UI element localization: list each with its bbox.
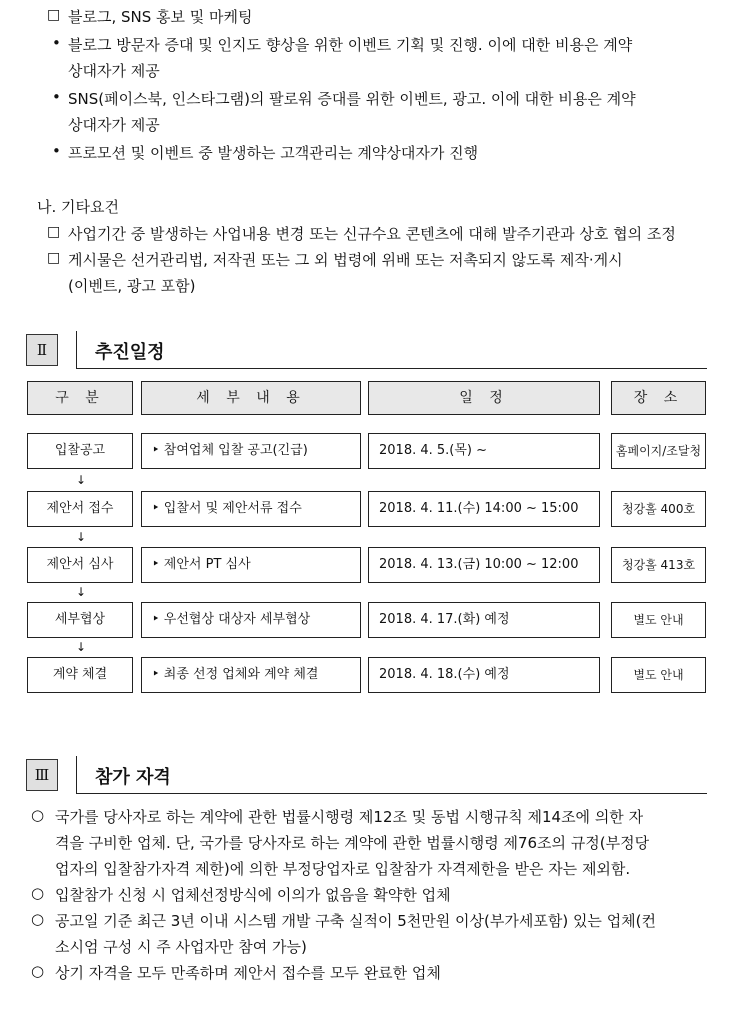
bullet-text-cont: 상대자가 제공 [68, 116, 160, 134]
schedule-place: 청강홀 400호 [611, 491, 706, 527]
arrow-down-icon: ↓ [76, 640, 87, 654]
bullet-text-cont: 상대자가 제공 [68, 62, 160, 80]
table-header-step: 구 분 [27, 381, 133, 415]
schedule-date: 2018. 4. 17.(화) 예정 [368, 602, 600, 638]
section-underline [76, 368, 707, 369]
schedule-detail: ‣ 참여업체 입찰 공고(긴급) [141, 433, 361, 469]
arrow-down-icon: ↓ [76, 585, 87, 599]
circle-mark: ○ [31, 962, 45, 980]
circle-mark: ○ [31, 884, 45, 902]
arrow-down-icon: ↓ [76, 530, 87, 544]
bullet-text: 프로모션 및 이벤트 중 발생하는 고객관리는 계약상대자가 진행 [68, 144, 479, 162]
schedule-date: 2018. 4. 18.(수) 예정 [368, 657, 600, 693]
section-title: 참가 자격 [95, 767, 171, 788]
schedule-step: 제안서 심사 [27, 547, 133, 583]
qualification-text-cont: 업자의 입찰참가자격 제한)에 의한 부정당업자로 입찰참가 자격제한을 받은 자는 제외함. [55, 860, 631, 878]
section-divider [76, 331, 77, 369]
schedule-step: 세부협상 [27, 602, 133, 638]
schedule-detail: ‣ 최종 선정 업체와 계약 체결 [141, 657, 361, 693]
schedule-detail: ‣ 우선협상 대상자 세부협상 [141, 602, 361, 638]
schedule-place: 청강홀 413호 [611, 547, 706, 583]
bullet-mark: • [52, 34, 61, 52]
schedule-place: 홈페이지/조달청 [611, 433, 706, 469]
requirement-text: 사업기간 중 발생하는 사업내용 변경 또는 신규수요 콘텐츠에 대해 발주기관과 상호 협의 조정 [68, 225, 676, 243]
qualification-text: 상기 자격을 모두 만족하며 제안서 접수를 모두 완료한 업체 [55, 964, 441, 982]
schedule-step: 제안서 접수 [27, 491, 133, 527]
requirement-text-cont: (이벤트, 광고 포함) [68, 277, 196, 295]
schedule-detail: ‣ 입찰서 및 제안서류 접수 [141, 491, 361, 527]
bullet-mark: • [52, 142, 61, 160]
requirement-text: 게시물은 선거관리법, 저작권 또는 그 외 법령에 위배 또는 저촉되지 않도록 제작·게시 [68, 251, 623, 269]
section-number: Ⅲ [26, 759, 58, 791]
circle-mark: ○ [31, 806, 45, 824]
schedule-date: 2018. 4. 13.(금) 10:00 ~ 12:00 [368, 547, 600, 583]
bullet-text: 블로그 방문자 증대 및 인지도 향상을 위한 이벤트 기획 및 진행. 이에 대한 비용은 계약 [68, 36, 633, 54]
qualification-text: 국가를 당사자로 하는 계약에 관한 법률시행령 제12조 및 동법 시행규칙 제14조에 의한 자 [55, 808, 644, 826]
section-divider [76, 756, 77, 794]
schedule-step: 입찰공고 [27, 433, 133, 469]
item-heading: 블로그, SNS 홍보 및 마케팅 [68, 8, 253, 26]
qualification-text: 입찰참가 신청 시 업체선정방식에 이의가 없음을 확약한 업체 [55, 886, 451, 904]
table-header-detail: 세 부 내 용 [141, 381, 361, 415]
section-underline [76, 793, 707, 794]
section-title: 추진일정 [95, 342, 165, 363]
schedule-place: 별도 안내 [611, 657, 706, 693]
schedule-place: 별도 안내 [611, 602, 706, 638]
qualification-text: 공고일 기준 최근 3년 이내 시스템 개발 구축 실적이 5천만원 이상(부가세포함) 있는 업체(컨 [55, 912, 657, 930]
schedule-date: 2018. 4. 11.(수) 14:00 ~ 15:00 [368, 491, 600, 527]
checkbox-glyph: □ [47, 7, 61, 23]
qualification-text-cont: 소시엄 구성 시 주 사업자만 참여 가능) [55, 938, 307, 956]
bullet-text: SNS(페이스북, 인스타그램)의 팔로워 증대를 위한 이벤트, 광고. 이에 대한 비용은 계약 [68, 90, 636, 108]
schedule-date: 2018. 4. 5.(목) ~ [368, 433, 600, 469]
section-number: Ⅱ [26, 334, 58, 366]
qualification-text-cont: 격을 구비한 업체. 단, 국가를 당사자로 하는 계약에 관한 법률시행령 제76조의 규정(부정당 [55, 834, 650, 852]
checkbox-glyph: □ [47, 224, 61, 240]
subsection-heading: 나. 기타요건 [37, 198, 119, 216]
table-header-place: 장 소 [611, 381, 706, 415]
circle-mark: ○ [31, 910, 45, 928]
table-header-date: 일 정 [368, 381, 600, 415]
arrow-down-icon: ↓ [76, 473, 87, 487]
schedule-detail: ‣ 제안서 PT 심사 [141, 547, 361, 583]
schedule-step: 계약 체결 [27, 657, 133, 693]
bullet-mark: • [52, 88, 61, 106]
checkbox-glyph: □ [47, 250, 61, 266]
